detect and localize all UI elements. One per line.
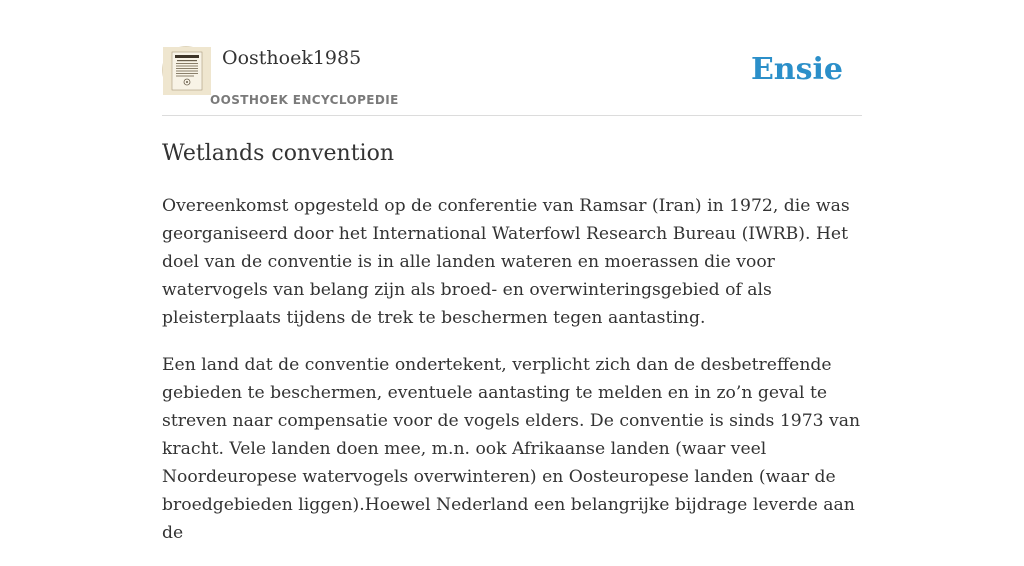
avatar[interactable] [162,46,210,94]
paragraph: Overeenkomst opgesteld op de conferentie van Ramsar (Iran) in 1972, die was georganiseerd door het International Waterfowl Research Bureau (IWRB). Het doel van de conventie is in alle landen wateren en moerassen die voor watervogels van belang zijn als broed- en overwinteringsgebied of als pleisterplaats tijdens de trek te beschermen tegen aantasting. [162,196,850,328]
entry-header [162,44,862,116]
author-username[interactable]: Oosthoek1985 [222,47,362,69]
entry-title: Wetlands convention [162,141,395,166]
brand-logo[interactable]: Ensie [750,52,843,87]
source-label[interactable]: OOSTHOEK ENCYCLOPEDIE [210,93,399,107]
paragraph: Een land dat de conventie ondertekent, verplicht zich dan de desbetreffende gebieden te beschermen, eventuele aantasting te melden en in zo’n geval te streven naar compensatie voor de vogels elders. De conventie is sinds 1973 van kracht. Vele landen doen mee, m.n. ook Afrikaanse landen (waar veel Noordeuropese watervogels overwinteren) en Oosteuropese landen (waar de broedgebieden liggen).Hoewel Nederland een belangrijke bijdrage leverde aan de [162,355,861,543]
entry-body [162,192,862,566]
encyclopedia-page-icon [163,47,211,95]
